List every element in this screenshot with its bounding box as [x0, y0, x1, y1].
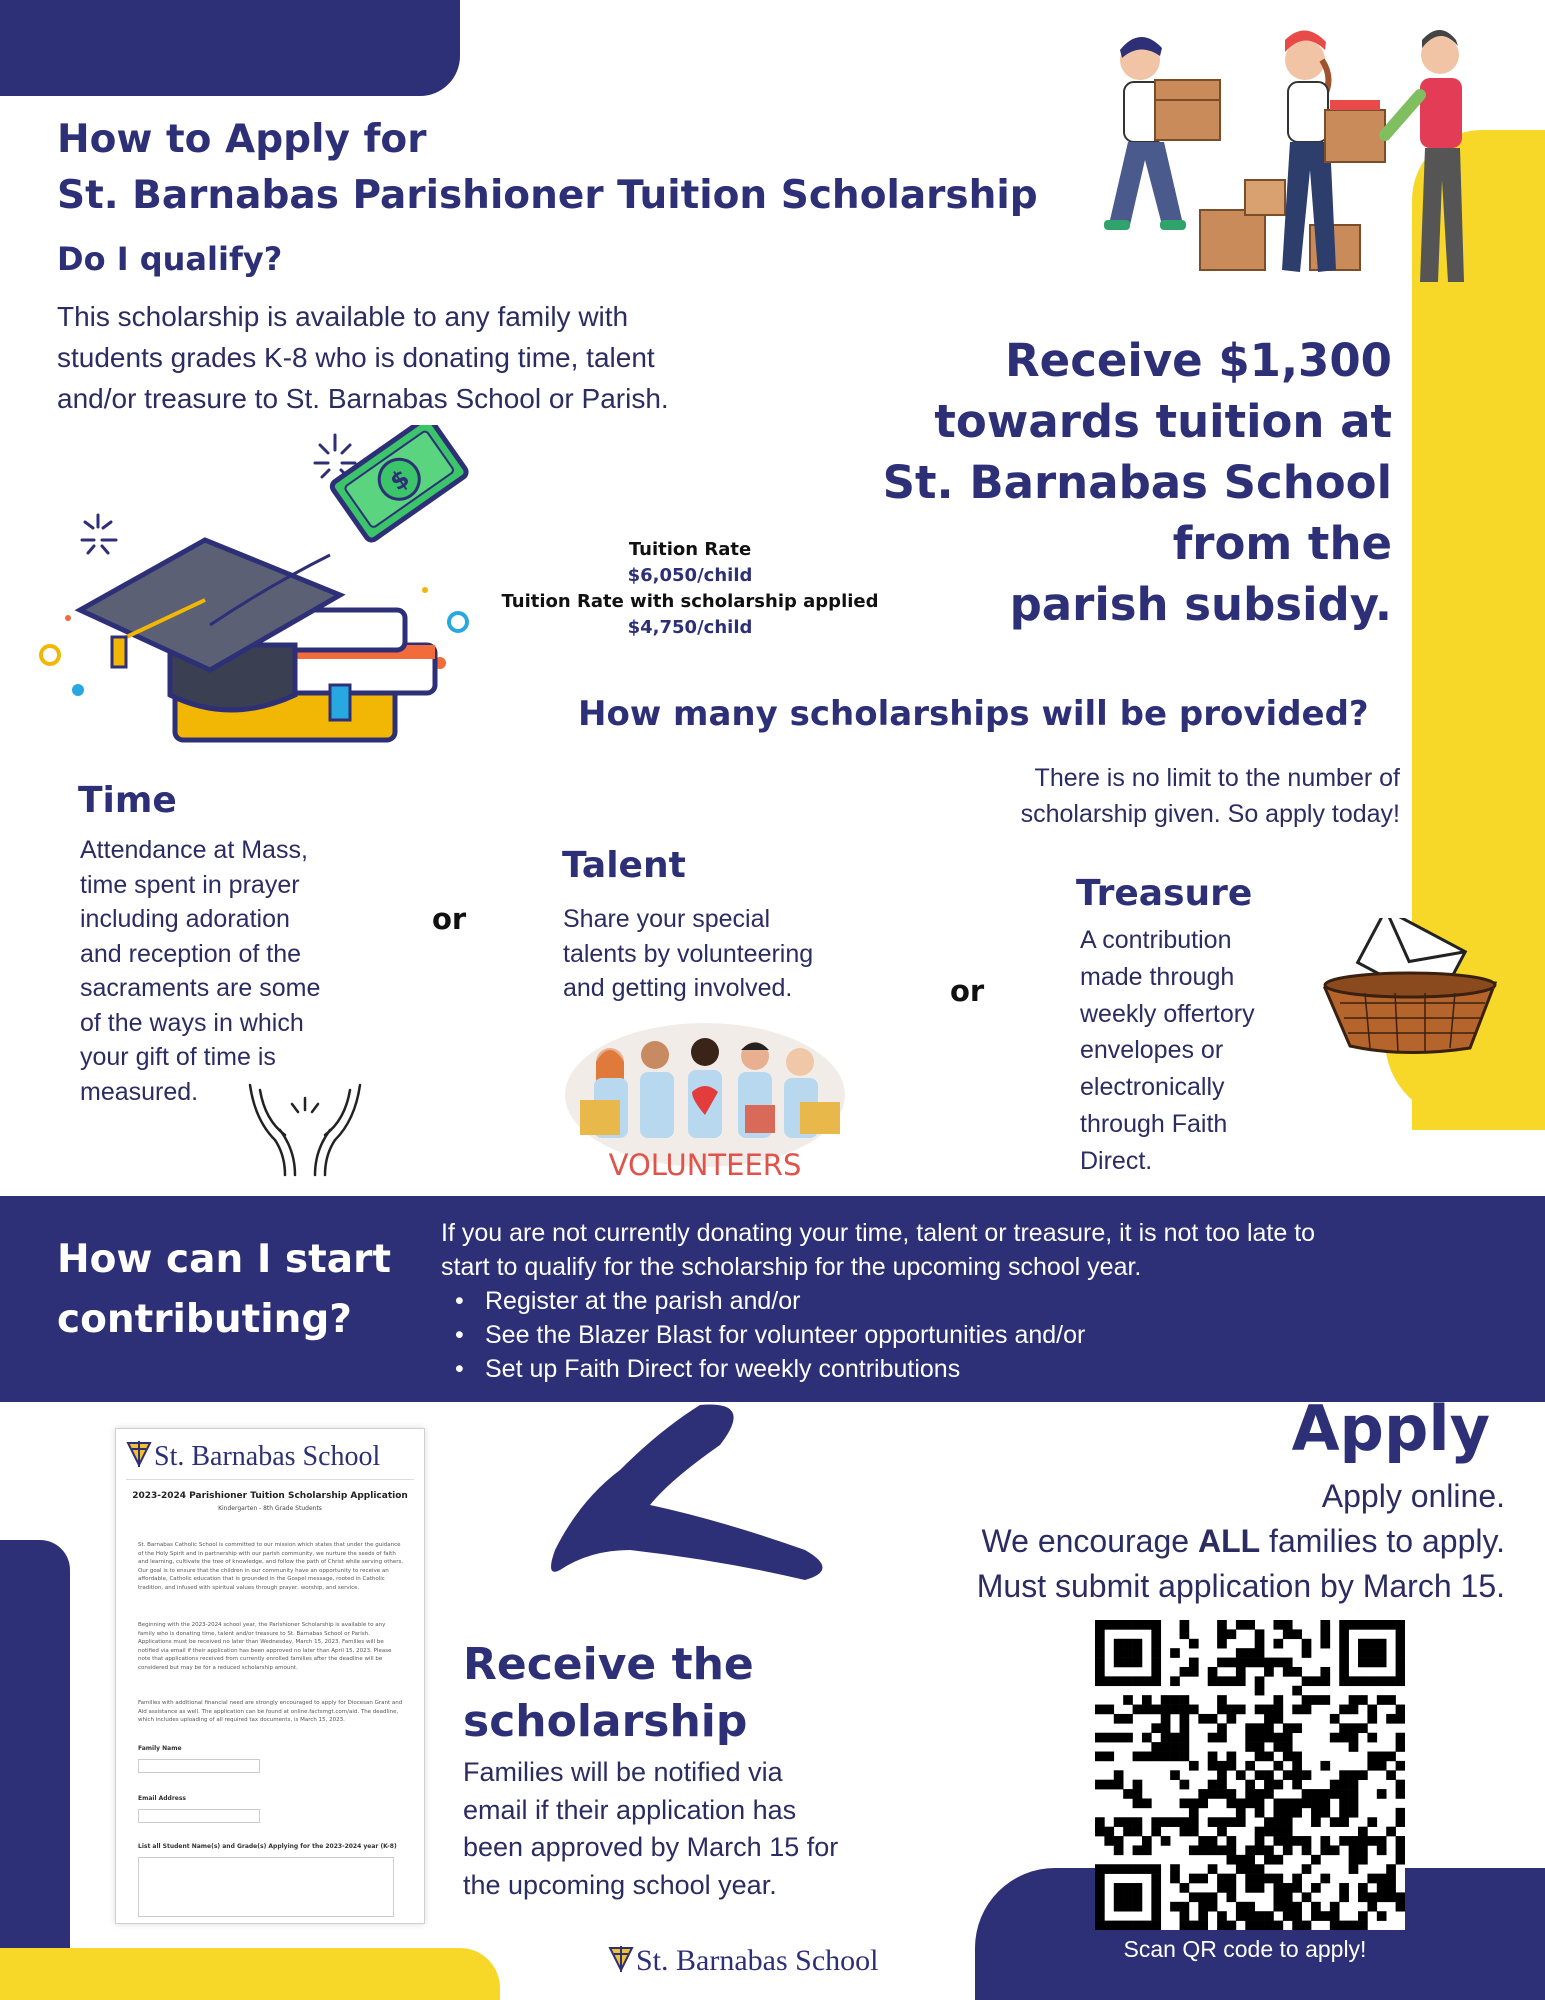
how-many-line: There is no limit to the number of [1034, 764, 1400, 792]
email-field[interactable] [138, 1809, 260, 1823]
qr-code-icon[interactable] [1095, 1620, 1405, 1930]
contribute-heading [57, 1230, 391, 1350]
school-logo-icon [608, 1944, 634, 1974]
title-line-1: How to Apply for [57, 117, 427, 162]
contribute-list [455, 1284, 1085, 1386]
contribute-heading-line: contributing? [57, 1297, 352, 1342]
or-separator: or [950, 974, 985, 1008]
receive-line: email if their application has [463, 1794, 797, 1825]
list-item: • Register at the parish and/or [455, 1284, 1085, 1318]
receive-scholarship-heading [463, 1636, 754, 1750]
receive-line: towards tuition at [934, 395, 1392, 448]
title-line-2: St. Barnabas Parishioner Tuition Scholarship [57, 173, 1038, 218]
receive-line: Receive $1,300 [1005, 334, 1392, 387]
scholarship-rate-label: Tuition Rate with scholarship applied [501, 591, 879, 612]
decor-navy-top [0, 0, 460, 96]
talent-line: Share your special [563, 905, 771, 933]
form-field-label: Family Name [138, 1745, 182, 1752]
application-form-preview [115, 1428, 425, 1924]
apply-line: Apply online. [1321, 1478, 1505, 1514]
treasure-line: weekly offertory [1080, 999, 1255, 1028]
talent-text [563, 902, 883, 1006]
treasure-heading: Treasure [1076, 873, 1253, 914]
apply-line-part: families to apply. [1260, 1523, 1505, 1559]
contribute-intro-line: If you are not currently donating your time, talent or treasure, it is not too late to [441, 1219, 1316, 1247]
apply-text [820, 1474, 1505, 1609]
qualify-line: students grades K-8 who is donating time, talent [57, 342, 655, 373]
list-item: • Set up Faith Direct for weekly contributions [455, 1352, 1085, 1386]
page-title [57, 112, 1038, 224]
time-heading: Time [78, 780, 177, 821]
money-bill-icon [330, 425, 468, 542]
qualify-heading: Do I qualify? [57, 240, 283, 278]
arrow-left-icon [540, 1400, 840, 1630]
time-line: of the ways in which [80, 1008, 304, 1037]
talent-heading: Talent [562, 845, 686, 886]
family-name-field[interactable] [138, 1759, 260, 1773]
svg-text:$: $ [384, 463, 415, 497]
talent-line: talents by volunteering [563, 939, 814, 968]
form-subtitle: Kindergarten - 8th Grade Students [218, 1505, 322, 1512]
treasure-line: made through [1080, 962, 1235, 991]
volunteers-illustration [560, 1020, 850, 1185]
talent-line: and getting involved. [563, 974, 793, 1002]
apply-line [820, 1519, 1505, 1564]
graduation-cap-icon [30, 425, 470, 755]
receive-heading-line: Receive the [463, 1639, 754, 1690]
how-many-text [900, 760, 1400, 832]
treasure-line: Direct. [1080, 1146, 1153, 1175]
qualify-line: This scholarship is available to any family with [57, 301, 629, 332]
form-title: 2023-2024 Parishioner Tuition Scholarship Application [132, 1491, 408, 1501]
basket-envelope-icon [1320, 918, 1500, 1058]
apply-heading: Apply [1291, 1392, 1490, 1465]
treasure-line: electronically [1080, 1073, 1225, 1102]
time-line: sacraments are some [80, 974, 321, 1002]
form-field-label: Email Address [138, 1795, 187, 1802]
time-line: time spent in prayer [80, 870, 300, 899]
apply-line-emphasis: ALL [1197, 1523, 1261, 1559]
treasure-line: envelopes or [1080, 1036, 1224, 1065]
how-many-line: scholarship given. So apply today! [1020, 800, 1400, 828]
receive-line: the upcoming school year. [463, 1869, 777, 1900]
school-logo-icon [126, 1439, 152, 1469]
qualify-text [57, 296, 837, 419]
scholarship-rate-value: $4,750/child [627, 617, 753, 638]
receive-line: St. Barnabas School [882, 456, 1392, 509]
tuition-rate-label: Tuition Rate [628, 539, 752, 560]
list-item: • See the Blazer Blast for volunteer opportunities and/or [455, 1318, 1085, 1352]
time-line: including adoration [80, 905, 290, 933]
tuition-rates [480, 537, 900, 641]
decor-navy-left [0, 1540, 70, 2000]
treasure-line: A contribution [1080, 926, 1232, 954]
time-line: measured. [80, 1077, 199, 1106]
receive-heading-line: scholarship [463, 1696, 748, 1747]
receive-line: Families will be notified via [463, 1757, 783, 1787]
contribute-heading-line: How can I start [57, 1237, 391, 1282]
apply-line: Must submit application by March 15. [976, 1568, 1505, 1604]
footer-logo-text: St. Barnabas School [636, 1944, 879, 1977]
praying-hands-icon [240, 1080, 370, 1180]
form-paragraph: St. Barnabas Catholic School is committed to our mission which states that under the guidance of the Holy Spirit and in partnership with our parish community, we nurture the seeds of faith and learning, cultivate the tree of knowledge, and follow the path of Christ while serving others. Our goal is to ensure that the children in our community have an opportunity to receive an affordable, Catholic education that is grounded in the Gospel message, rooted in Catholic tradition, and infused with spiritual values through prayer, worship, and service. [138, 1542, 404, 1591]
tuition-rate-value: $6,050/child [627, 565, 753, 586]
form-logo-text: St. Barnabas School [154, 1441, 381, 1472]
receive-line: from the [1172, 517, 1392, 570]
time-line: Attendance at Mass, [80, 836, 308, 864]
treasure-line: through Faith [1080, 1109, 1228, 1138]
how-many-heading: How many scholarships will be provided? [578, 694, 1369, 734]
footer-logo [608, 1944, 878, 1978]
form-paragraph: Beginning with the 2023-2024 school year, the Parishioner Scholarship is available to any family who is donating time, talent and/or treasure to St. Barnabas School or Parish. Applications must be received no later than Wednesday, March 15, 2023. Families will be notified via email if their application has been approved no later than April 15, 2023. Please note that applications received from currently enrolled families after the deadline will be considered but may be for a reduced scholarship amount. [138, 1622, 392, 1671]
receive-scholarship-text [463, 1754, 923, 1904]
decor-yellow-bottom [0, 1948, 500, 2000]
receive-amount-callout [820, 330, 1392, 635]
contribute-intro [441, 1216, 1521, 1284]
contribute-intro-line: start to qualify for the scholarship for the upcoming school year. [441, 1253, 1142, 1281]
or-separator: or [432, 902, 467, 936]
receive-line: parish subsidy. [1009, 578, 1392, 631]
receive-line: been approved by March 15 for [463, 1832, 839, 1862]
time-text [80, 833, 400, 1109]
form-logo [126, 1439, 380, 1473]
time-line: your gift of time is [80, 1043, 276, 1071]
form-paragraph: Families with additional financial need are strongly encouraged to apply for Diocesan Grant and Aid assistance as well. The application can be found at online.factsmgt.com/aid. The deadline, which includes uploading of all required tax documents, is March 15, 2023. [138, 1700, 403, 1723]
apply-line-part: We encourage [981, 1523, 1198, 1559]
students-field[interactable] [138, 1857, 394, 1917]
volunteers-caption: VOLUNTEERS [608, 1148, 802, 1182]
movers-illustration [1090, 20, 1490, 290]
qr-caption: Scan QR code to apply! [1123, 1936, 1367, 1962]
form-field-label: List all Student Name(s) and Grade(s) Applying for the 2023-2024 year (K-8) [138, 1843, 397, 1850]
time-line: and reception of the [80, 939, 301, 968]
qualify-line: and/or treasure to St. Barnabas School or Parish. [57, 383, 669, 414]
